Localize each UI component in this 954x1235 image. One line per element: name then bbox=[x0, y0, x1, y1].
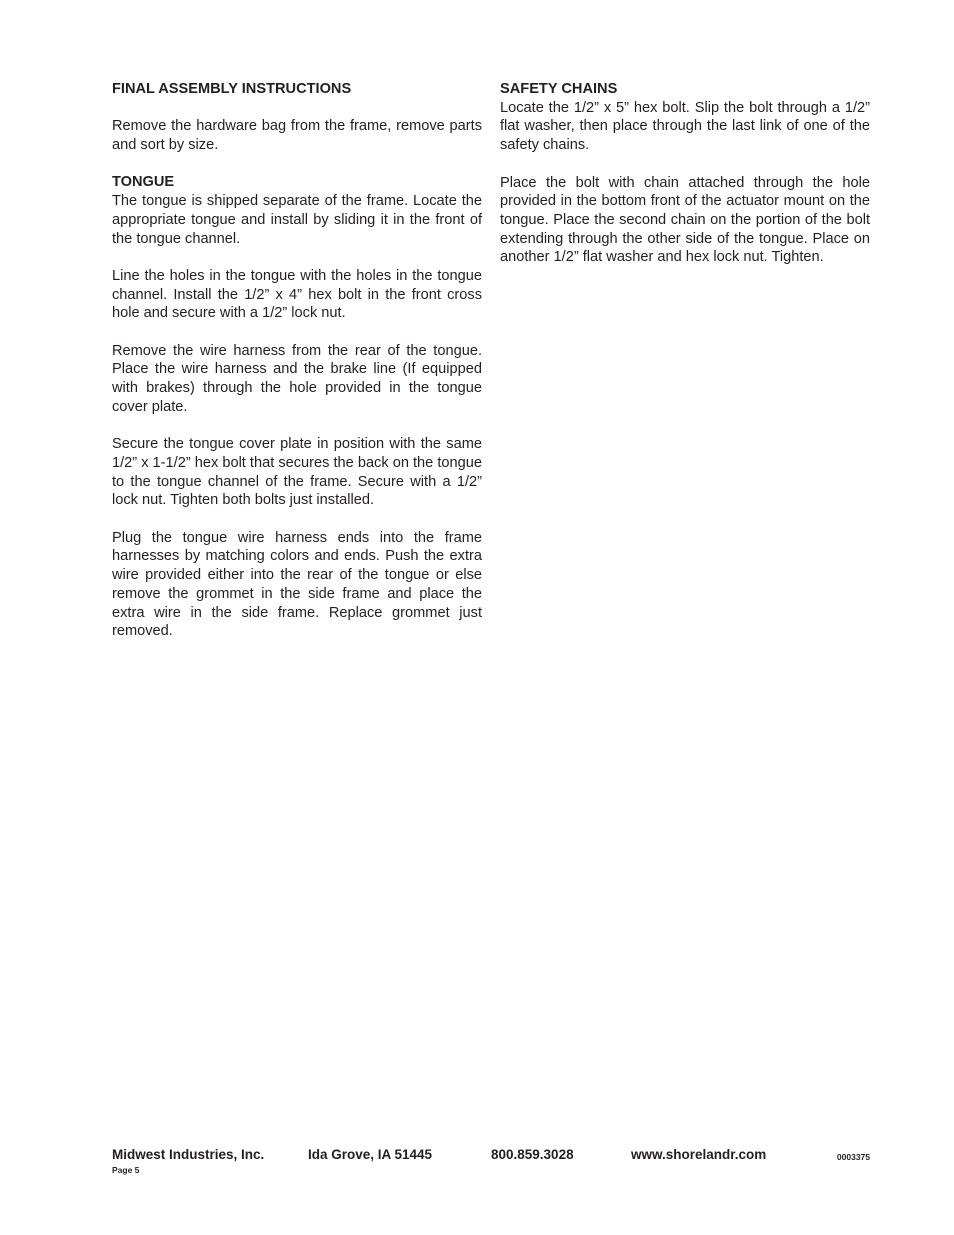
footer-doc-code: 0003375 bbox=[836, 1152, 870, 1162]
safety-chains-heading: SAFETY CHAINS bbox=[500, 81, 618, 97]
safety-paragraph-2: Place the bolt with chain attached through the hole provided in the bottom front of the actuator mount on the tongue. Place the second chain on the portion of the bolt extending through the other side of the tongue. Place on another 1/2” flat washer and hex lock nut. Tighten. bbox=[500, 174, 870, 266]
footer-city: Ida Grove, IA 51445 bbox=[308, 1147, 433, 1162]
tongue-paragraph-1: The tongue is shipped separate of the frame. Locate the appropriate tongue and install by sliding it in the front of the tongue channel. bbox=[112, 193, 482, 247]
tongue-paragraph-5: Plug the tongue wire harness ends into the frame harnesses by matching colors and ends. Push the extra wire provided either into the rear of the tongue or else remove the grommet in the side frame and place the extra wire in the side frame. Replace grommet just removed. bbox=[112, 529, 482, 640]
section-title: FINAL ASSEMBLY INSTRUCTIONS bbox=[112, 81, 352, 97]
left-column bbox=[112, 80, 482, 660]
intro-paragraph: Remove the hardware bag from the frame, remove parts and sort by size. bbox=[112, 118, 482, 154]
tongue-heading: TONGUE bbox=[112, 174, 175, 191]
footer-phone: 800.859.3028 bbox=[491, 1147, 574, 1162]
tongue-paragraph-4: Secure the tongue cover plate in position with the same 1/2” x 1-1/2” hex bolt that secures the back on the tongue to the tongue channel of the frame. Secure with a 1/2” lock nut. Tighten both bolts just installed. bbox=[112, 436, 482, 509]
tongue-paragraph-3: Remove the wire harness from the rear of the tongue. Place the wire harness and the brake line (If equipped with brakes) through the hole provided in the tongue cover plate. bbox=[112, 342, 482, 415]
spacer bbox=[112, 99, 482, 118]
footer-page-number: Page 5 bbox=[112, 1165, 140, 1175]
tongue-paragraph-2: Line the holes in the tongue with the holes in the tongue channel. Install the 1/2” x 4” hex bolt in the front cross hole and secure with a 1/2” lock nut. bbox=[112, 267, 482, 322]
footer-company: Midwest Industries, Inc. bbox=[112, 1147, 265, 1162]
right-column bbox=[500, 80, 870, 286]
footer-website: www.shorelandr.com bbox=[631, 1147, 767, 1162]
safety-paragraph-1: Locate the 1/2” x 5” hex bolt. Slip the bolt through a 1/2” flat washer, then place through the last link of one of the safety chains. bbox=[500, 99, 870, 154]
page-footer bbox=[112, 1147, 870, 1177]
